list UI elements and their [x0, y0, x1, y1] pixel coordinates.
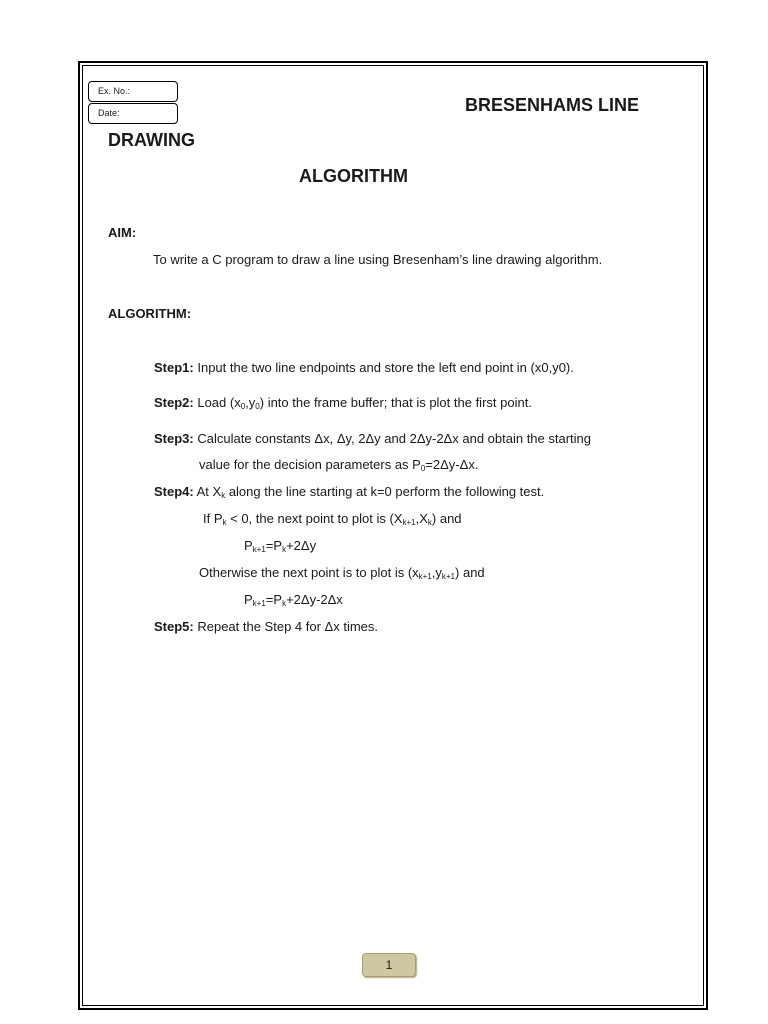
formula-text: +2Δy-2Δx — [286, 592, 343, 607]
step-1 — [154, 360, 574, 375]
step-2-text: ,y — [245, 395, 256, 410]
ex-no-label: Ex. No.: — [98, 86, 131, 96]
step-4-text: ) and — [431, 511, 462, 526]
step-4-text: < 0, the next point to plot is (X — [226, 511, 403, 526]
step-5-text: Repeat the Step 4 for Δx times. — [193, 619, 379, 634]
step-4-text: At X — [193, 484, 222, 499]
step-2-text: ) into the frame buffer; that is plot the first point. — [259, 395, 532, 410]
subscript: k — [427, 518, 432, 527]
step-2 — [154, 395, 532, 410]
step-4-label: Step4: — [154, 484, 194, 499]
page-number-text: 1 — [385, 958, 393, 972]
step-5-label: Step5: — [154, 619, 194, 634]
subscript: k — [222, 518, 227, 527]
aim-heading: AIM: — [108, 225, 137, 240]
subscript: 0 — [420, 464, 426, 473]
subscript: k+1 — [402, 518, 416, 527]
subscript: k+1 — [418, 572, 432, 581]
step-3-text: Calculate constants Δx, Δy, 2Δy and 2Δy-2Δx and obtain the starting — [193, 431, 592, 446]
step-4-formula-2 — [244, 592, 343, 607]
step-3-text: =2Δy-Δx. — [425, 457, 479, 472]
subscript: k — [282, 545, 287, 554]
step-4-text: along the line starting at k=0 perform the following test. — [225, 484, 545, 499]
date-label: Date: — [98, 108, 120, 118]
formula-text: P — [244, 592, 253, 607]
title-line-3: ALGORITHM — [299, 166, 408, 186]
subscript: k+1 — [441, 572, 456, 581]
step-3 — [154, 431, 591, 446]
step-2-text: Load (x — [193, 395, 241, 410]
step-1-text: Input the two line endpoints and store the left end point in (x0,y0). — [193, 360, 574, 375]
page-number — [362, 953, 416, 977]
step-3-text: value for the decision parameters as P — [199, 457, 421, 472]
step-4-if — [203, 511, 462, 526]
step-4 — [154, 484, 544, 499]
subscript: 0 — [255, 402, 260, 411]
step-1-label: Step1: — [154, 360, 194, 375]
aim-text: To write a C program to draw a line using Bresenham’s line drawing algorithm. — [153, 252, 603, 267]
step-4-text: ) and — [455, 565, 485, 580]
algorithm-heading: ALGORITHM: — [108, 306, 192, 321]
formula-text: =P — [265, 538, 283, 553]
date-box — [88, 103, 178, 124]
title-line-1: BRESENHAMS LINE — [465, 95, 640, 115]
step-4-otherwise — [199, 565, 485, 580]
formula-text: +2Δy — [286, 538, 317, 553]
subscript: k+1 — [252, 599, 266, 608]
ex-no-box — [88, 81, 178, 102]
formula-text: =P — [265, 592, 283, 607]
step-4-formula-1 — [244, 538, 316, 553]
step-3-continued — [199, 457, 478, 472]
step-3-label: Step3: — [154, 431, 194, 446]
subscript: k — [221, 491, 226, 500]
step-2-label: Step2: — [154, 395, 194, 410]
page-border-inner — [82, 65, 704, 1006]
step-4-text: ,X — [415, 511, 428, 526]
step-5 — [154, 619, 378, 634]
subscript: k — [282, 599, 287, 608]
subscript: k+1 — [252, 545, 266, 554]
title-line-2: DRAWING — [108, 130, 195, 150]
page-border — [78, 61, 708, 1010]
step-4-text: Otherwise the next point is to plot is (x — [199, 565, 419, 580]
step-4-text: If P — [203, 511, 223, 526]
step-4-text: ,y — [431, 565, 442, 580]
subscript: 0 — [240, 402, 246, 411]
formula-text: P — [244, 538, 253, 553]
